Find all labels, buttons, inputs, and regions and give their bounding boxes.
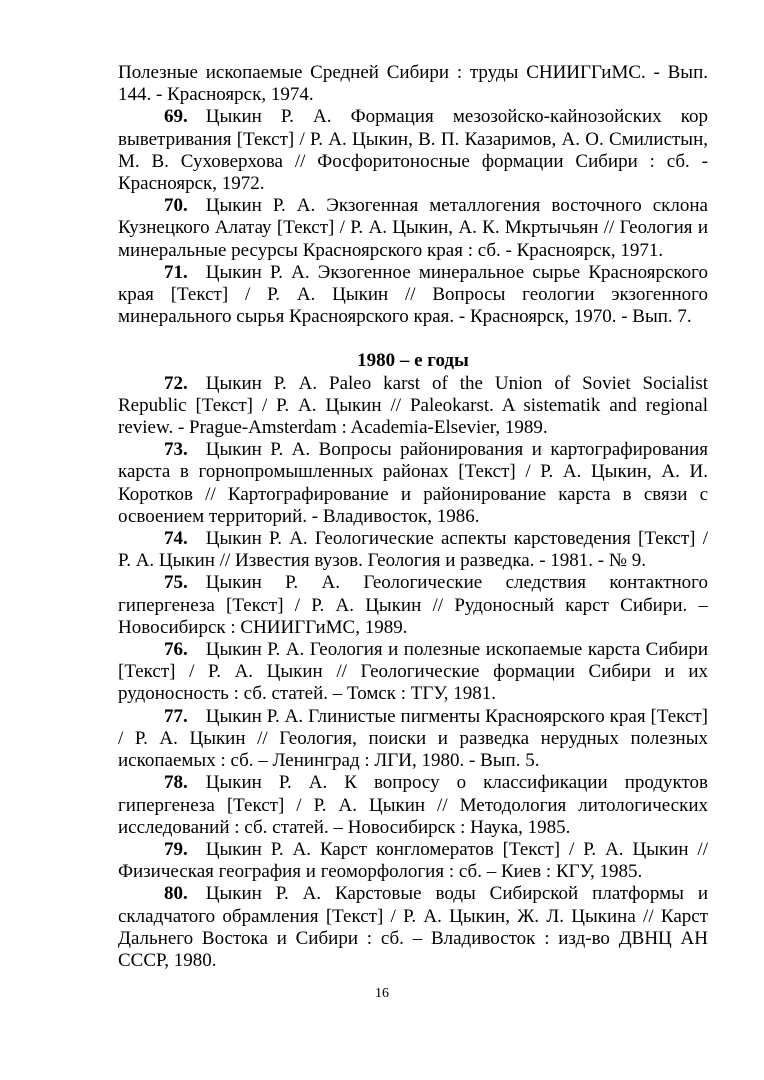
entry-text: Цыкин Р. А. Экзогенное минеральное сырье Красноярского края [Текст] / Р. А. Цыкин // Вопросы геологии экзогенного минерального сырья Красноярского края. - Красноярск, 1970. - Вып. 7. (118, 261, 708, 328)
bibliography-entry (118, 572, 708, 639)
document-page (118, 62, 708, 972)
entry-number: 78. (164, 772, 188, 794)
entry-text: Цыкин Р. А. Карстовые воды Сибирской платформы и складчатого обрамления [Текст] / Р. А. Цыкин, Ж. Л. Цыкина // Карст Дальнего Востока и Сибири : сб. – Владивосток : изд-во ДВНЦ АН СССР, 1980. (118, 883, 708, 971)
bibliography-entry (118, 772, 708, 839)
entry-number: 73. (164, 439, 188, 461)
bibliography-entry (118, 706, 708, 773)
entry-text: Цыкин Р. А. Геологические следствия контактного гипергенеза [Текст] / Р. А. Цыкин // Рудоносный карст Сибири. – Новосибирск : СНИИГГиМС, 1989. (118, 572, 708, 638)
entry-number: 80. (164, 883, 188, 905)
bibliography-entry (118, 883, 708, 972)
entry-number: 74. (164, 528, 188, 550)
entry-text: Цыкин Р. А. К вопросу о классификации продуктов гипергенеза [Текст] / Р. А. Цыкин // Методология литологических исследований : сб. статей. – Новосибирск : Наука, 1985. (118, 772, 708, 838)
section-heading: 1980 – е годы (357, 350, 469, 372)
entry-text: Цыкин Р. А. Глинистые пигменты Красноярского края [Текст] / Р. А. Цыкин // Геология, поиски и разведка нерудных полезных ископаемых : сб. – Ленинград : ЛГИ, 1980. - Вып. 5. (118, 705, 708, 772)
entries-before-list (118, 106, 708, 328)
entry-text: Цыкин Р. А. Геология и полезные ископаемые карста Сибири [Текст] / Р. А. Цыкин // Геологические формации Сибири и их рудоносность : сб. статей. – Томск : ТГУ, 1981. (118, 639, 708, 705)
entries-after-list (118, 373, 708, 972)
entry-number: 69. (164, 106, 188, 128)
entry-number: 76. (164, 639, 188, 661)
entry-text: Цыкин Р. А. Карст конгломератов [Текст] / Р. А. Цыкин // Физическая география и геоморфология : сб. – Киев : КГУ, 1985. (118, 838, 708, 883)
bibliography-entry (118, 195, 708, 262)
entry-number: 75. (164, 572, 188, 594)
entry-text: Цыкин Р. А. Paleo karst of the Union of Soviet Socialist Republic [Текст] / Р. А. Цыкин // Paleokarst. A sistematik and regional review. - Prague-Amsterdam : Academia-Elsevier, 1989. (118, 372, 708, 439)
entry-number: 79. (164, 838, 188, 860)
bibliography-entry (118, 439, 708, 528)
entry-text: Цыкин Р. А. Геологические аспекты карстоведения [Текст] / Р. А. Цыкин // Известия вузов. Геология и разведка. - 1981. - № 9. (118, 528, 708, 572)
entry-number: 72. (164, 372, 188, 394)
bibliography-entry (118, 373, 708, 440)
continuation-paragraph: Полезные ископаемые Средней Сибири : труды СНИИГГиМС. - Вып. 144. - Красноярск, 1974. (118, 62, 708, 106)
entry-number: 70. (164, 195, 188, 217)
entry-text: Цыкин Р. А. Экзогенная металлогения восточного склона Кузнецкого Алатау [Текст] / Р. А. Цыкин, А. К. Мкртычьян // Геология и минеральные ресурсы Красноярского края : сб. - Красноярск, 1971. (118, 195, 708, 261)
bibliography-entry (118, 639, 708, 706)
entry-text: Цыкин Р. А. Вопросы районирования и картографирования карста в горнопромышленных районах [Текст] / Р. А. Цыкин, А. И. Коротков // Картографирование и районирование карста в связи с освоением территорий. - Владивосток, 1986. (118, 439, 708, 527)
page-number: 16 (375, 986, 389, 1001)
bibliography-entry (118, 839, 708, 883)
entry-number: 71. (164, 261, 188, 283)
entry-number: 77. (164, 705, 188, 727)
entry-text: Цыкин Р. А. Формация мезозойско-кайнозойских кор выветривания [Текст] / Р. А. Цыкин, В. П. Казаримов, А. О. Смилистын, М. В. Суховерхова // Фосфоритоносные формации Сибири : сб. - Красноярск, 1972. (118, 106, 708, 195)
bibliography-entry (118, 106, 708, 195)
bibliography-entry (118, 262, 708, 329)
bibliography-entry (118, 528, 708, 572)
